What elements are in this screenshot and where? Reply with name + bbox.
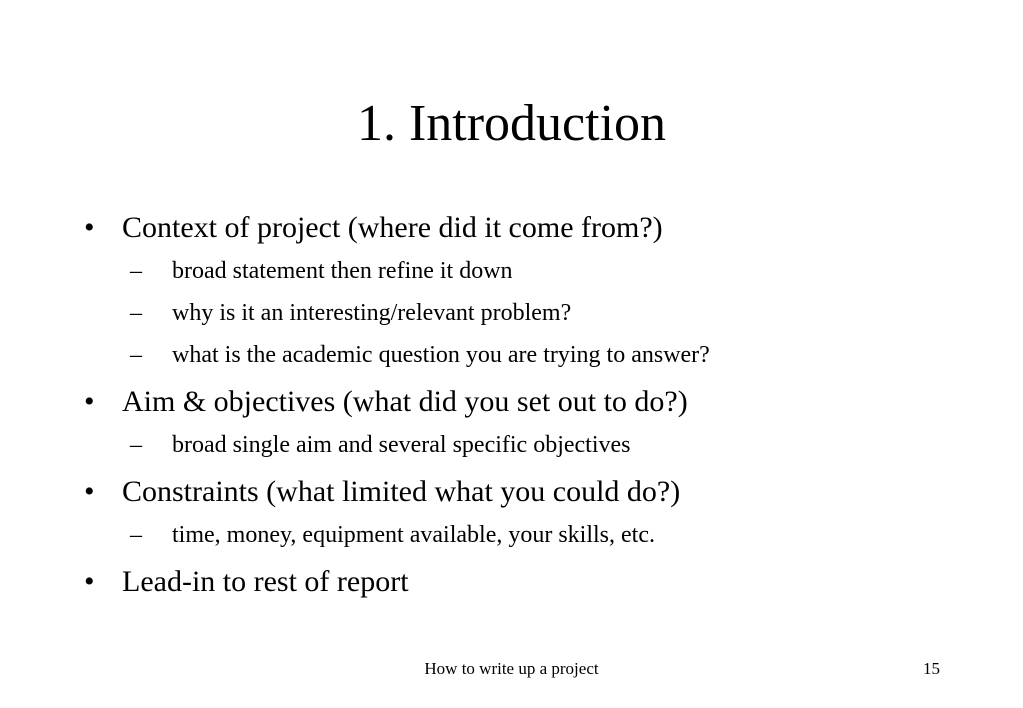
sub-marker: – bbox=[130, 522, 142, 548]
sub-text: broad single aim and several specific objectives bbox=[172, 432, 631, 458]
sub-list bbox=[122, 514, 984, 556]
sub-text: broad statement then refine it down bbox=[172, 258, 513, 284]
sub-marker: – bbox=[130, 258, 142, 284]
bullet-marker: • bbox=[84, 475, 95, 508]
slide-footer: How to write up a project bbox=[424, 659, 599, 678]
bullet-item bbox=[84, 560, 984, 604]
sub-item bbox=[130, 424, 984, 466]
bullet-text: Lead-in to rest of report bbox=[122, 565, 409, 598]
bullet-text: Context of project (where did it come from?) bbox=[122, 211, 663, 244]
bullet-item bbox=[84, 206, 984, 376]
bullet-marker: • bbox=[84, 565, 95, 598]
sub-marker: – bbox=[130, 342, 142, 368]
sub-marker: – bbox=[130, 300, 142, 326]
sub-marker: – bbox=[130, 432, 142, 458]
slide-title: 1. Introduction bbox=[356, 95, 667, 152]
bullet-marker: • bbox=[84, 211, 95, 244]
bullet-list bbox=[84, 206, 984, 604]
sub-text: what is the academic question you are trying to answer? bbox=[172, 342, 710, 368]
sub-list bbox=[122, 250, 984, 376]
sub-item bbox=[130, 292, 984, 334]
bullet-item bbox=[84, 380, 984, 466]
sub-item bbox=[130, 514, 984, 556]
bullet-item bbox=[84, 470, 984, 556]
bullet-marker: • bbox=[84, 385, 95, 418]
sub-item bbox=[130, 334, 984, 376]
sub-text: time, money, equipment available, your skills, etc. bbox=[172, 522, 655, 548]
sub-item bbox=[130, 250, 984, 292]
page-number: 15 bbox=[923, 659, 940, 678]
sub-list bbox=[122, 424, 984, 466]
bullet-text: Aim & objectives (what did you set out to do?) bbox=[122, 385, 688, 418]
sub-text: why is it an interesting/relevant problem? bbox=[172, 300, 572, 326]
bullet-text: Constraints (what limited what you could do?) bbox=[122, 475, 681, 508]
